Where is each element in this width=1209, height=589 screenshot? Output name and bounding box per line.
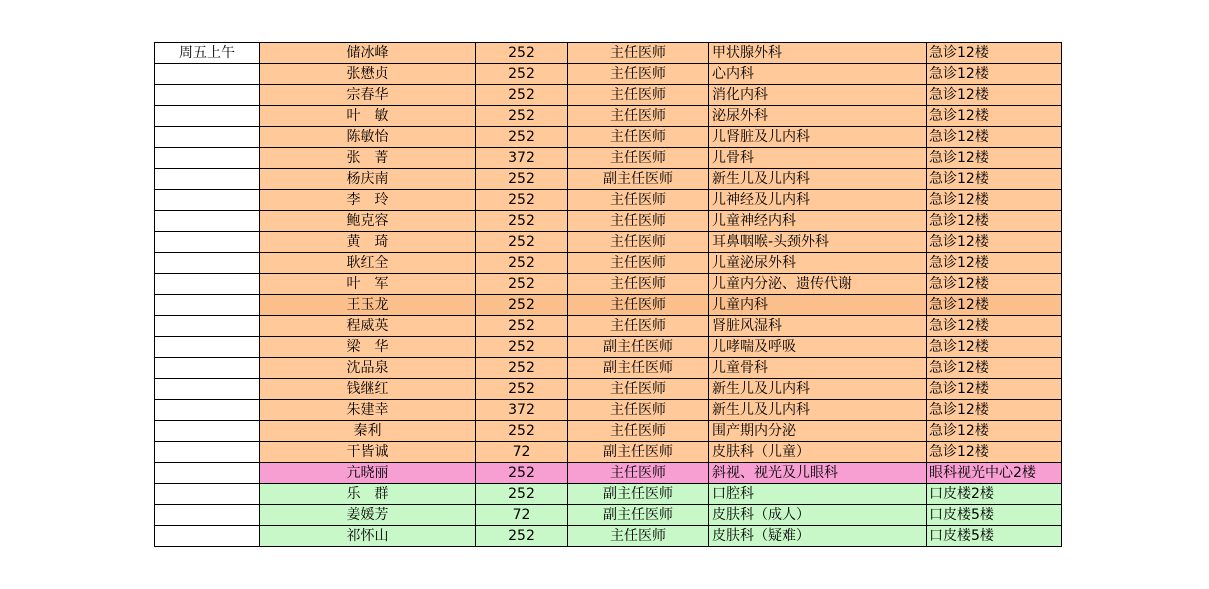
fee-cell: 252 [476, 484, 568, 505]
location-cell: 急诊12楼 [927, 232, 1062, 253]
title-cell: 主任医师 [568, 211, 709, 232]
fee-cell: 252 [476, 295, 568, 316]
location-cell: 急诊12楼 [927, 43, 1062, 64]
fee-cell: 252 [476, 379, 568, 400]
table-row [155, 337, 1062, 358]
location-cell: 急诊12楼 [927, 400, 1062, 421]
doctor-name-cell: 秦利 [260, 421, 476, 442]
department-cell: 新生儿及儿内科 [709, 379, 927, 400]
title-cell: 主任医师 [568, 316, 709, 337]
location-cell: 急诊12楼 [927, 127, 1062, 148]
fee-cell: 252 [476, 358, 568, 379]
location-cell: 急诊12楼 [927, 295, 1062, 316]
table-row [155, 85, 1062, 106]
doctor-name-cell: 杨庆南 [260, 169, 476, 190]
fee-cell: 372 [476, 400, 568, 421]
title-cell: 主任医师 [568, 274, 709, 295]
table-row [155, 211, 1062, 232]
department-cell: 皮肤科（成人） [709, 505, 927, 526]
day-cell [155, 358, 260, 379]
department-cell: 儿骨科 [709, 148, 927, 169]
location-cell: 急诊12楼 [927, 274, 1062, 295]
title-cell: 副主任医师 [568, 484, 709, 505]
department-cell: 儿童神经内科 [709, 211, 927, 232]
day-cell [155, 232, 260, 253]
title-cell: 主任医师 [568, 43, 709, 64]
department-cell: 儿哮喘及呼吸 [709, 337, 927, 358]
title-cell: 主任医师 [568, 232, 709, 253]
doctor-name-cell: 叶 军 [260, 274, 476, 295]
doctor-name-cell: 祁怀山 [260, 526, 476, 547]
title-cell: 副主任医师 [568, 169, 709, 190]
table-row [155, 106, 1062, 127]
department-cell: 心内科 [709, 64, 927, 85]
fee-cell: 252 [476, 274, 568, 295]
day-cell [155, 295, 260, 316]
title-cell: 主任医师 [568, 463, 709, 484]
fee-cell: 252 [476, 190, 568, 211]
fee-cell: 252 [476, 253, 568, 274]
schedule-table [154, 42, 1062, 547]
day-cell [155, 190, 260, 211]
day-cell [155, 85, 260, 106]
fee-cell: 252 [476, 463, 568, 484]
location-cell: 急诊12楼 [927, 379, 1062, 400]
title-cell: 副主任医师 [568, 358, 709, 379]
day-cell [155, 253, 260, 274]
fee-cell: 72 [476, 442, 568, 463]
department-cell: 儿肾脏及儿内科 [709, 127, 927, 148]
location-cell: 眼科视光中心2楼 [927, 463, 1062, 484]
department-cell: 皮肤科（儿童） [709, 442, 927, 463]
title-cell: 主任医师 [568, 295, 709, 316]
fee-cell: 252 [476, 421, 568, 442]
department-cell: 儿神经及儿内科 [709, 190, 927, 211]
table-row [155, 316, 1062, 337]
table-row [155, 421, 1062, 442]
title-cell: 副主任医师 [568, 337, 709, 358]
title-cell: 主任医师 [568, 127, 709, 148]
fee-cell: 252 [476, 526, 568, 547]
doctor-name-cell: 亢晓丽 [260, 463, 476, 484]
doctor-name-cell: 沈品泉 [260, 358, 476, 379]
table-row [155, 148, 1062, 169]
doctor-name-cell: 陈敏怡 [260, 127, 476, 148]
location-cell: 急诊12楼 [927, 169, 1062, 190]
doctor-name-cell: 程威英 [260, 316, 476, 337]
fee-cell: 252 [476, 232, 568, 253]
department-cell: 耳鼻咽喉-头颈外科 [709, 232, 927, 253]
table-row [155, 190, 1062, 211]
department-cell: 甲状腺外科 [709, 43, 927, 64]
table-row [155, 400, 1062, 421]
day-cell [155, 463, 260, 484]
day-label-cell: 周五上午 [155, 43, 260, 64]
department-cell: 儿童泌尿外科 [709, 253, 927, 274]
doctor-name-cell: 姜媛芳 [260, 505, 476, 526]
location-cell: 急诊12楼 [927, 106, 1062, 127]
day-cell [155, 379, 260, 400]
fee-cell: 252 [476, 169, 568, 190]
fee-cell: 252 [476, 43, 568, 64]
title-cell: 主任医师 [568, 526, 709, 547]
table-row [155, 463, 1062, 484]
location-cell: 急诊12楼 [927, 358, 1062, 379]
location-cell: 急诊12楼 [927, 253, 1062, 274]
fee-cell: 72 [476, 505, 568, 526]
department-cell: 儿童内分泌、遗传代谢 [709, 274, 927, 295]
day-cell [155, 64, 260, 85]
department-cell: 泌尿外科 [709, 106, 927, 127]
table-row [155, 484, 1062, 505]
department-cell: 围产期内分泌 [709, 421, 927, 442]
location-cell: 急诊12楼 [927, 64, 1062, 85]
day-cell [155, 169, 260, 190]
table-row [155, 43, 1062, 64]
day-cell [155, 148, 260, 169]
doctor-name-cell: 梁 华 [260, 337, 476, 358]
day-cell [155, 484, 260, 505]
title-cell: 副主任医师 [568, 442, 709, 463]
doctor-name-cell: 张 菁 [260, 148, 476, 169]
location-cell: 口皮楼5楼 [927, 505, 1062, 526]
table-row [155, 505, 1062, 526]
day-cell [155, 505, 260, 526]
fee-cell: 252 [476, 337, 568, 358]
day-cell [155, 400, 260, 421]
location-cell: 急诊12楼 [927, 211, 1062, 232]
doctor-name-cell: 干皆诚 [260, 442, 476, 463]
doctor-name-cell: 乐 群 [260, 484, 476, 505]
table-row [155, 379, 1062, 400]
title-cell: 主任医师 [568, 379, 709, 400]
doctor-name-cell: 宗春华 [260, 85, 476, 106]
title-cell: 主任医师 [568, 64, 709, 85]
doctor-name-cell: 鲍克容 [260, 211, 476, 232]
title-cell: 主任医师 [568, 421, 709, 442]
day-cell [155, 274, 260, 295]
doctor-name-cell: 耿红全 [260, 253, 476, 274]
day-cell [155, 337, 260, 358]
fee-cell: 252 [476, 316, 568, 337]
department-cell: 新生儿及儿内科 [709, 400, 927, 421]
table-row [155, 169, 1062, 190]
location-cell: 急诊12楼 [927, 421, 1062, 442]
department-cell: 皮肤科（疑难） [709, 526, 927, 547]
department-cell: 消化内科 [709, 85, 927, 106]
fee-cell: 252 [476, 127, 568, 148]
table-row [155, 274, 1062, 295]
fee-cell: 372 [476, 148, 568, 169]
title-cell: 主任医师 [568, 148, 709, 169]
table-row [155, 442, 1062, 463]
day-cell [155, 526, 260, 547]
day-cell [155, 442, 260, 463]
department-cell: 儿童骨科 [709, 358, 927, 379]
doctor-name-cell: 储冰峰 [260, 43, 476, 64]
table-row [155, 64, 1062, 85]
table-row [155, 358, 1062, 379]
location-cell: 急诊12楼 [927, 442, 1062, 463]
title-cell: 主任医师 [568, 106, 709, 127]
department-cell: 肾脏风湿科 [709, 316, 927, 337]
doctor-name-cell: 张懋贞 [260, 64, 476, 85]
location-cell: 口皮楼5楼 [927, 526, 1062, 547]
table-row [155, 526, 1062, 547]
location-cell: 口皮楼2楼 [927, 484, 1062, 505]
day-cell [155, 316, 260, 337]
table-row [155, 127, 1062, 148]
title-cell: 主任医师 [568, 190, 709, 211]
location-cell: 急诊12楼 [927, 337, 1062, 358]
department-cell: 口腔科 [709, 484, 927, 505]
location-cell: 急诊12楼 [927, 316, 1062, 337]
location-cell: 急诊12楼 [927, 190, 1062, 211]
table-row [155, 232, 1062, 253]
doctor-name-cell: 王玉龙 [260, 295, 476, 316]
schedule-body [155, 43, 1062, 547]
fee-cell: 252 [476, 211, 568, 232]
day-cell [155, 211, 260, 232]
day-cell [155, 421, 260, 442]
fee-cell: 252 [476, 64, 568, 85]
day-cell [155, 106, 260, 127]
doctor-name-cell: 朱建幸 [260, 400, 476, 421]
title-cell: 主任医师 [568, 400, 709, 421]
title-cell: 主任医师 [568, 85, 709, 106]
doctor-name-cell: 叶 敏 [260, 106, 476, 127]
table-row [155, 295, 1062, 316]
doctor-name-cell: 黄 琦 [260, 232, 476, 253]
doctor-name-cell: 钱继红 [260, 379, 476, 400]
fee-cell: 252 [476, 106, 568, 127]
department-cell: 新生儿及儿内科 [709, 169, 927, 190]
department-cell: 斜视、视光及儿眼科 [709, 463, 927, 484]
table-row [155, 253, 1062, 274]
day-cell [155, 127, 260, 148]
location-cell: 急诊12楼 [927, 148, 1062, 169]
fee-cell: 252 [476, 85, 568, 106]
department-cell: 儿童内科 [709, 295, 927, 316]
location-cell: 急诊12楼 [927, 85, 1062, 106]
title-cell: 副主任医师 [568, 505, 709, 526]
doctor-name-cell: 李 玲 [260, 190, 476, 211]
title-cell: 主任医师 [568, 253, 709, 274]
